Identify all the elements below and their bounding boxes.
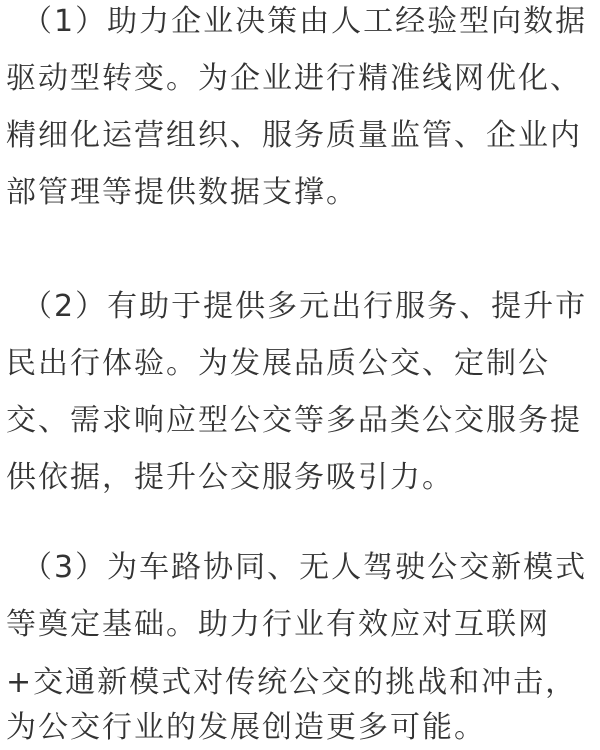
- paragraph-line: （3）为车路协同、无人驾驶公交新模式: [22, 550, 588, 585]
- paragraph-line: 精细化运营组织、服务质量监管、企业内: [6, 118, 582, 153]
- paragraph-line: （1）助力企业决策由人工经验型向数据: [22, 4, 588, 39]
- paragraph-line: +交通新模式对传统公交的挑战和冲击，: [6, 665, 578, 700]
- paragraph-line: 民出行体验。为发展品质公交、定制公: [6, 346, 550, 381]
- paragraph-line: 供依据，提升公交服务吸引力。: [6, 460, 454, 495]
- paragraph-line: 驱动型转变。为企业进行精准线网优化、: [6, 61, 582, 96]
- paragraph-line: 等奠定基础。助力行业有效应对互联网: [6, 607, 550, 642]
- paragraph-line: （2）有助于提供多元出行服务、提升市: [22, 289, 588, 324]
- paragraph-line: 为公交行业的发展创造更多可能。: [6, 710, 486, 745]
- paragraph-line: 部管理等提供数据支撑。: [6, 175, 358, 210]
- paragraph-line: 交、需求响应型公交等多品类公交服务提: [6, 403, 582, 438]
